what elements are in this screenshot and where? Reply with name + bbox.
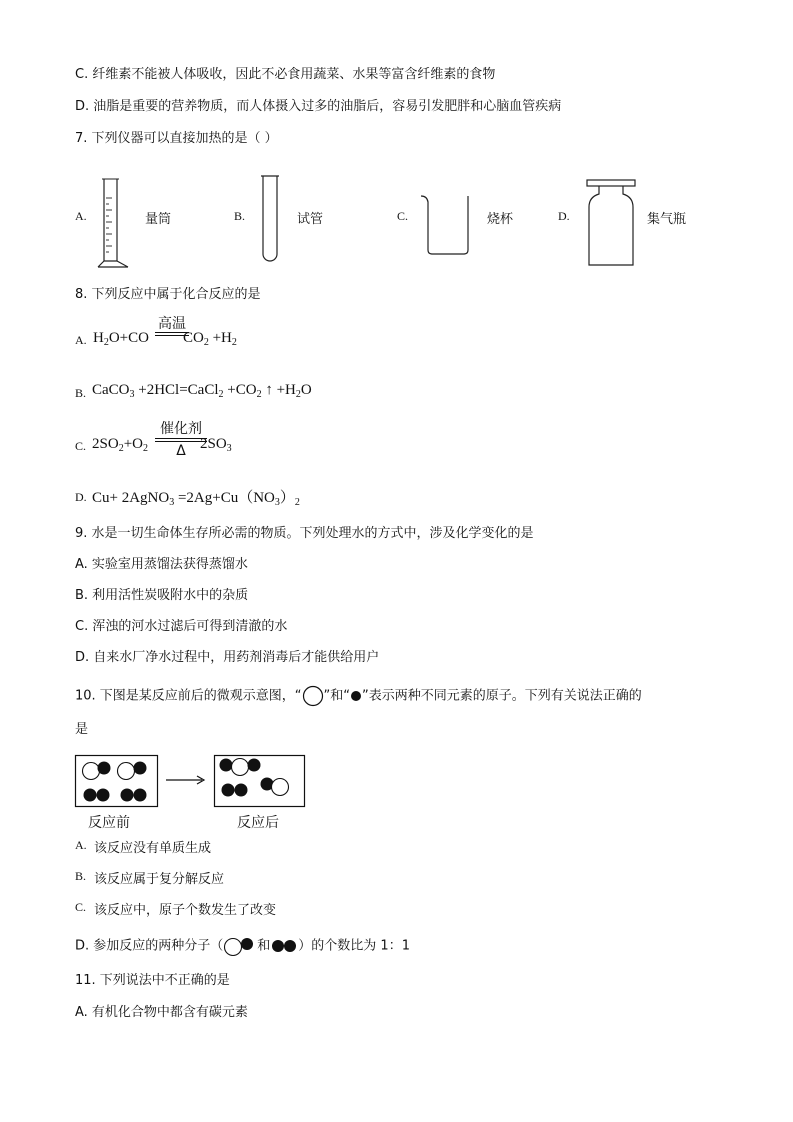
caption-before: 反应前	[88, 815, 130, 831]
q10-stem-line2: 是	[75, 722, 89, 737]
test-tube-icon	[258, 173, 282, 267]
white-atom-icon	[302, 685, 324, 707]
q6-option-c: C. 纤维素不能被人体吸收，因此不必食用蔬菜、水果等富含纤维素的食物	[75, 67, 496, 82]
molecule-black-black-icon	[270, 938, 298, 954]
q11-option-a: A. 有机化合物中都含有碳元素	[75, 1005, 248, 1020]
q7-option-c-label: C.	[397, 209, 409, 223]
q10-option-a-text: 该反应没有单质生成	[94, 841, 212, 856]
q8-equation-c: $2SO_2+O_2$ $2SO_3$	[92, 436, 232, 454]
reaction-diagram	[74, 753, 310, 809]
molecule-white-black-icon	[223, 935, 257, 957]
q8-option-a-label: A.	[75, 333, 87, 347]
q6-option-d: D. 油脂是重要的营养物质，而人体摄入过多的油脂后，容易引发肥胖和心脑血管疾病	[75, 99, 562, 114]
q11-stem: 11. 下列说法中不正确的是	[75, 973, 230, 988]
q8-stem: 8. 下列反应中属于化合反应的是	[75, 287, 261, 302]
q7-option-d-text: 集气瓶	[647, 212, 687, 227]
beaker-icon	[418, 194, 476, 258]
q10-option-b-label: B.	[75, 869, 87, 883]
arrow-icon	[166, 776, 204, 784]
q8-option-d-label: D.	[75, 490, 87, 504]
q8-option-b-label: B.	[75, 386, 87, 400]
q9-option-c: C. 浑浊的河水过滤后可得到清澈的水	[75, 619, 288, 634]
q7-option-a-label: A.	[75, 209, 87, 223]
q8-equation-b: CaCO$_3$ +2HCl=CaCl$_2$ $+CO_2$ ↑ $+H_2O$	[92, 382, 312, 400]
q10-option-a-label: A.	[75, 838, 87, 852]
q7-option-d-label: D.	[558, 209, 570, 223]
q7-option-c-text: 烧杯	[487, 212, 514, 227]
q8-equation-d: Cu+ 2AgNO$_3$ $=2Ag+Cu(NO_3)_2$	[92, 490, 300, 508]
q7-stem: 7. 下列仪器可以直接加热的是（ ）	[75, 131, 278, 146]
q9-stem: 9. 水是一切生命体生存所必需的物质。下列处理水的方式中，涉及化学变化的是	[75, 526, 534, 541]
q10-option-d: D. 参加反应的两种分子（ 和 ）的个数比为 1：1	[75, 935, 410, 957]
q10-stem: 10. 下图是某反应前后的微观示意图，“ ”和“ ”表示两种不同元素的原子。下列有关说法正确的	[75, 685, 642, 707]
q9-option-a: A. 实验室用蒸馏法获得蒸馏水	[75, 557, 248, 572]
q10-option-c-label: C.	[75, 900, 87, 914]
q7-option-b-label: B.	[234, 209, 246, 223]
gas-jar-icon	[583, 177, 639, 269]
black-atom-icon	[350, 690, 362, 702]
q7-option-b-text: 试管	[297, 212, 324, 227]
q10-option-c-text: 该反应中，原子个数发生了改变	[94, 903, 277, 918]
q10-option-b-text: 该反应属于复分解反应	[94, 872, 225, 887]
caption-after: 反应后	[237, 815, 279, 831]
q9-option-d: D. 自来水厂净水过程中，用药剂消毒后才能供给用户	[75, 650, 380, 665]
q9-option-b: B. 利用活性炭吸附水中的杂质	[75, 588, 249, 603]
q8-condition-c: 催化剂 Δ	[155, 420, 207, 460]
q7-option-a-text: 量筒	[145, 212, 172, 227]
q8-equation-a: $H_2O+CO$ $CO_2 +H_2$	[93, 330, 237, 348]
graduated-cylinder-icon	[96, 176, 136, 270]
q8-condition-a: 高温	[155, 316, 189, 336]
q8-option-c-label: C.	[75, 439, 87, 453]
